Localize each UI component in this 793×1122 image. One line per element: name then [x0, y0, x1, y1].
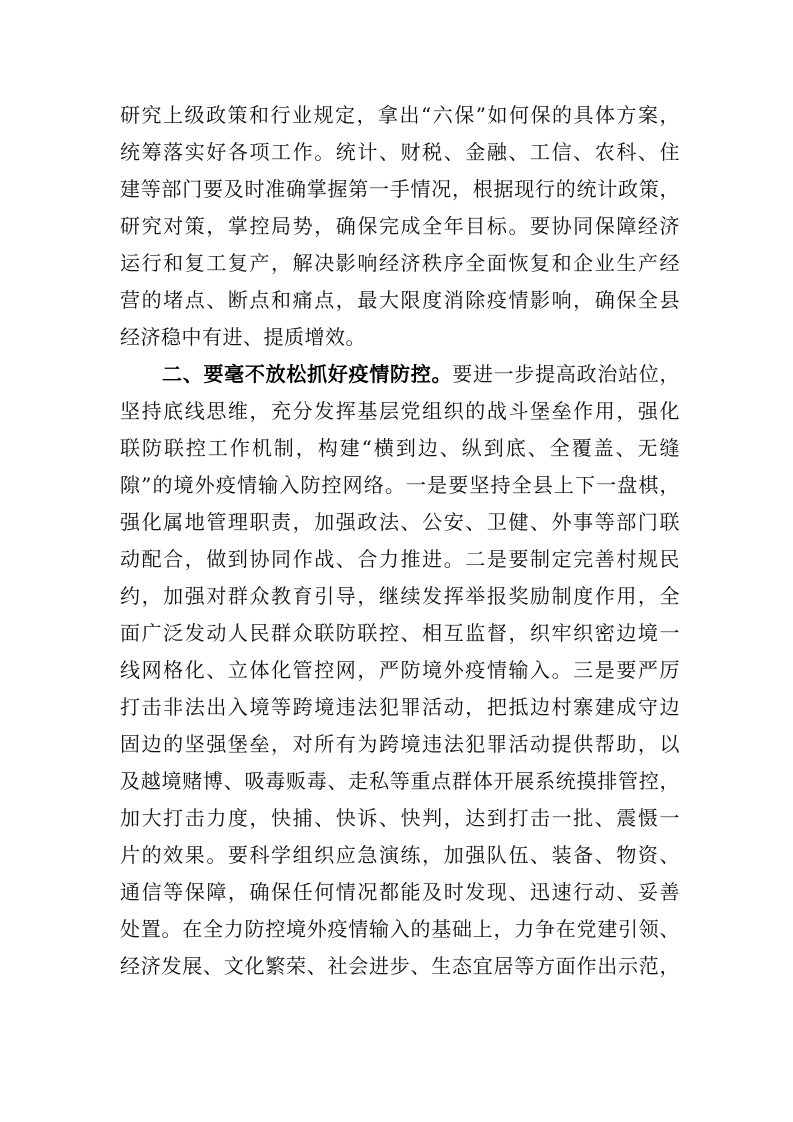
text-line: 加大打击力度，快捕、快诉、快判，达到打击一批、震慑一	[120, 806, 680, 830]
text-line: 研究上级政策和行业规定，拿出“六保”如何保的具体方案，	[120, 103, 680, 127]
text-run: 要进一步提高政治站位，	[452, 362, 681, 386]
text-line: 统筹落实好各项工作。统计、财税、金融、工信、农科、住	[120, 140, 680, 164]
text-line: 约，加强对群众教育引导，继续发挥举报奖励制度作用，全	[120, 584, 680, 608]
text-line: 动配合，做到协同作战、合力推进。二是要制定完善村规民	[120, 547, 680, 571]
text-line: 固边的坚强堡垒，对所有为跨境违法犯罪活动提供帮助，以	[120, 732, 680, 756]
text-line: 坚持底线思维，充分发挥基层党组织的战斗堡垒作用，强化	[120, 399, 680, 423]
text-line: 线网格化、立体化管控网，严防境外疫情输入。三是要严厉	[120, 658, 680, 682]
text-line: 运行和复工复产，解决影响经济秩序全面恢复和企业生产经	[120, 251, 680, 275]
text-line: 联防联控工作机制，构建“横到边、纵到底、全覆盖、无缝	[120, 436, 680, 460]
text-line: 强化属地管理职责，加强政法、公安、卫健、外事等部门联	[120, 510, 680, 534]
text-line: 经济稳中有进、提质增效。	[120, 325, 366, 349]
text-line: 处置。在全力防控境外疫情输入的基础上，力争在党建引领、	[120, 917, 680, 941]
text-line: 片的效果。要科学组织应急演练，加强队伍、装备、物资、	[120, 843, 680, 867]
text-line: 隙”的境外疫情输入防控网络。一是要坚持全县上下一盘棋，	[120, 473, 680, 497]
paragraph-economy	[120, 97, 680, 356]
text-line: 经济发展、文化繁荣、社会进步、生态宜居等方面作出示范，	[120, 954, 680, 978]
text-line: 打击非法出入境等跨境违法犯罪活动，把抵边村寨建成守边	[120, 695, 680, 719]
text-line: 面广泛发动人民群众联防联控、相互监督，织牢织密边境一	[120, 621, 680, 645]
text-line-first	[120, 356, 680, 393]
text-line: 建等部门要及时准确掌握第一手情况，根据现行的统计政策，	[120, 177, 680, 201]
text-line: 通信等保障，确保任何情况都能及时发现、迅速行动、妥善	[120, 880, 680, 904]
text-line: 及越境赌博、吸毒贩毒、走私等重点群体开展系统摸排管控，	[120, 769, 680, 793]
text-line: 营的堵点、断点和痛点，最大限度消除疫情影响，确保全县	[120, 288, 680, 312]
section-heading: 二、要毫不放松抓好疫情防控。	[162, 362, 453, 386]
paragraph-epidemic-control	[120, 356, 680, 985]
text-line: 研究对策，掌控局势，确保完成全年目标。要协同保障经济	[120, 214, 680, 238]
